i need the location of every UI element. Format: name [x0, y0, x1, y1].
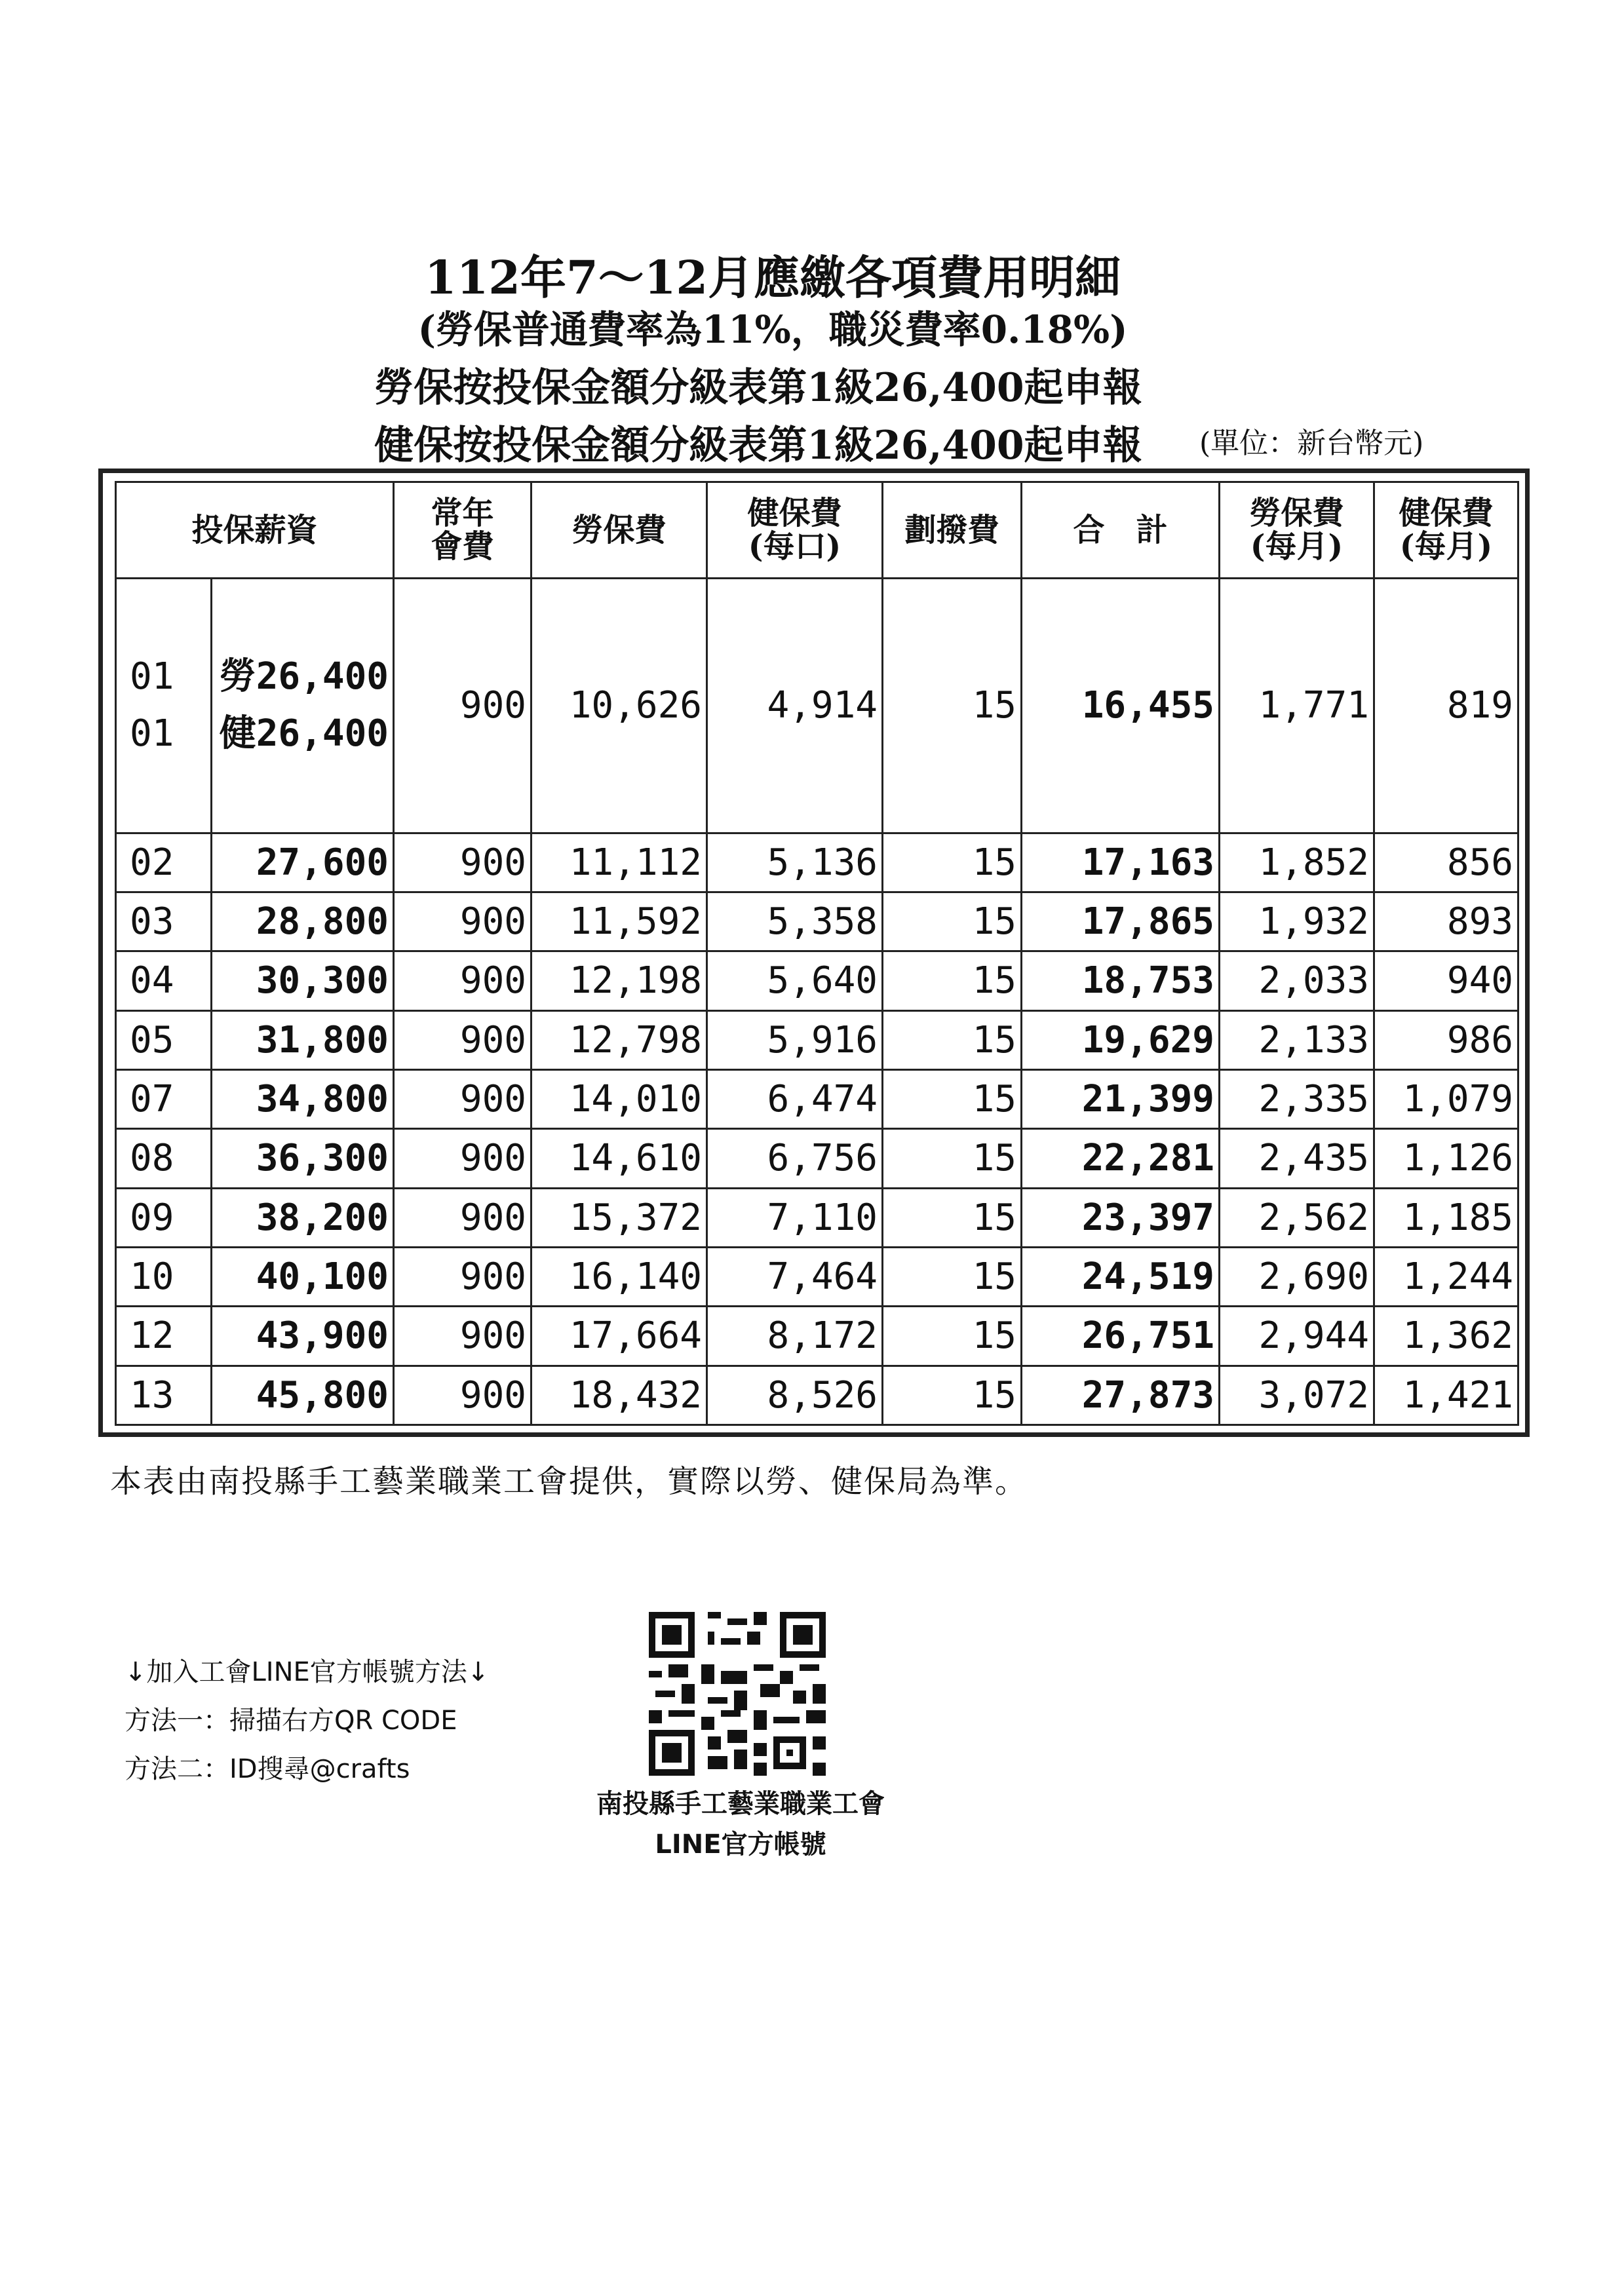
grade-cell: 04 — [116, 951, 212, 1010]
wage-cell: 30,300 — [212, 951, 394, 1010]
grade-cell: 07 — [116, 1069, 212, 1128]
total-cell: 21,399 — [1022, 1069, 1220, 1128]
health-fee-cell: 8,172 — [707, 1307, 883, 1366]
labor-fee-cell: 12,198 — [532, 951, 707, 1010]
table-row — [116, 951, 1518, 1010]
grade-cell: 13 — [116, 1366, 212, 1425]
grade-cell: 09 — [116, 1188, 212, 1247]
header-health-monthly-line2: (每月) — [1399, 527, 1493, 565]
health-monthly-cell: 986 — [1374, 1010, 1518, 1069]
header-health-monthly-line1: 健保費 — [1399, 495, 1494, 532]
table-row — [116, 892, 1518, 951]
header-transfer-fee: 劃撥費 — [883, 482, 1022, 579]
health-monthly-cell: 1,126 — [1374, 1129, 1518, 1188]
total-cell: 23,397 — [1022, 1188, 1220, 1247]
grade-cell: 08 — [116, 1129, 212, 1188]
health-monthly-cell: 856 — [1374, 833, 1518, 892]
wage-cell: 28,800 — [212, 892, 394, 951]
labor-fee-cell: 17,664 — [532, 1307, 707, 1366]
transfer-fee-cell: 15 — [883, 892, 1022, 951]
health-fee-cell: 6,756 — [707, 1129, 883, 1188]
health-fee-cell: 5,916 — [707, 1010, 883, 1069]
total-cell: 18,753 — [1022, 951, 1220, 1010]
currency-unit: (單位：新台幣元) — [1199, 427, 1424, 460]
table-row — [116, 1188, 1518, 1247]
wage-cell: 45,800 — [212, 1366, 394, 1425]
transfer-fee-cell: 15 — [883, 833, 1022, 892]
total-cell: 17,865 — [1022, 892, 1220, 951]
grade-cell — [116, 578, 212, 833]
annual-fee-cell: 900 — [394, 951, 532, 1010]
health-monthly-cell: 1,362 — [1374, 1307, 1518, 1366]
header-annual-fee — [394, 482, 532, 579]
wage-cell: 40,100 — [212, 1247, 394, 1306]
line-guide-method2: 方法二：ID搜尋@crafts — [125, 1754, 410, 1784]
header-health-monthly — [1374, 482, 1518, 579]
grade-cell: 03 — [116, 892, 212, 951]
transfer-fee-cell: 15 — [883, 1129, 1022, 1188]
labor-monthly-cell: 1,771 — [1220, 578, 1374, 833]
table-row — [116, 1307, 1518, 1366]
health-fee-cell: 7,464 — [707, 1247, 883, 1306]
transfer-fee-cell: 15 — [883, 1247, 1022, 1306]
line-guide-heading: ↓加入工會LINE官方帳號方法↓ — [125, 1657, 490, 1687]
total-cell: 17,163 — [1022, 833, 1220, 892]
grade-labor: 01 — [130, 655, 174, 698]
table-row — [116, 578, 1518, 833]
footnote: 本表由南投縣手工藝業職業工會提供，實際以勞、健保局為準。 — [110, 1463, 1028, 1500]
labor-fee-cell: 18,432 — [532, 1366, 707, 1425]
wage-cell: 36,300 — [212, 1129, 394, 1188]
union-credit — [570, 1784, 911, 1865]
page-title: 112年7～12月應繳各項費用明細 — [424, 250, 1121, 305]
wage-cell: 43,900 — [212, 1307, 394, 1366]
health-monthly-cell: 1,079 — [1374, 1069, 1518, 1128]
header-health-fee — [707, 482, 883, 579]
transfer-fee-cell: 15 — [883, 1307, 1022, 1366]
annual-fee-cell: 900 — [394, 1069, 532, 1128]
annual-fee-cell: 900 — [394, 1366, 532, 1425]
wage-cell: 27,600 — [212, 833, 394, 892]
union-line-account: LINE官方帳號 — [655, 1829, 826, 1860]
header-annual-fee-line1: 常年 — [431, 495, 494, 532]
total-cell: 22,281 — [1022, 1129, 1220, 1188]
labor-monthly-cell: 2,944 — [1220, 1307, 1374, 1366]
table-row — [116, 1366, 1518, 1425]
health-fee-cell: 6,474 — [707, 1069, 883, 1128]
grade-health: 01 — [130, 712, 174, 755]
line-join-instructions — [125, 1648, 489, 1793]
labor-fee-cell: 12,798 — [532, 1010, 707, 1069]
annual-fee-cell: 900 — [394, 1247, 532, 1306]
labor-monthly-cell: 1,932 — [1220, 892, 1374, 951]
header-health-fee-line1: 健保費 — [747, 495, 842, 532]
labor-monthly-cell: 2,335 — [1220, 1069, 1374, 1128]
labor-monthly-cell: 2,133 — [1220, 1010, 1374, 1069]
total-cell: 19,629 — [1022, 1010, 1220, 1069]
labor-monthly-cell: 2,690 — [1220, 1247, 1374, 1306]
header-labor-fee: 勞保費 — [532, 482, 707, 579]
grade-cell: 05 — [116, 1010, 212, 1069]
transfer-fee-cell: 15 — [883, 1069, 1022, 1128]
table-row — [116, 833, 1518, 892]
annual-fee-cell: 900 — [394, 892, 532, 951]
health-fee-cell: 4,914 — [707, 578, 883, 833]
labor-fee-cell: 15,372 — [532, 1188, 707, 1247]
labor-monthly-cell: 2,033 — [1220, 951, 1374, 1010]
health-monthly-cell: 1,185 — [1374, 1188, 1518, 1247]
annual-fee-cell: 900 — [394, 1188, 532, 1247]
header-labor-monthly — [1220, 482, 1374, 579]
total-cell: 16,455 — [1022, 578, 1220, 833]
labor-monthly-cell: 3,072 — [1220, 1366, 1374, 1425]
grade-cell: 12 — [116, 1307, 212, 1366]
health-fee-cell: 5,358 — [707, 892, 883, 951]
total-cell: 24,519 — [1022, 1247, 1220, 1306]
table-row — [116, 1010, 1518, 1069]
total-cell: 27,873 — [1022, 1366, 1220, 1425]
header-labor-monthly-line2: (每月) — [1250, 527, 1344, 565]
health-monthly-cell: 1,244 — [1374, 1247, 1518, 1306]
labor-fee-cell: 10,626 — [532, 578, 707, 833]
table-row — [116, 1129, 1518, 1188]
grade-cell: 10 — [116, 1247, 212, 1306]
labor-fee-cell: 14,010 — [532, 1069, 707, 1128]
header-total: 合 計 — [1022, 482, 1220, 579]
labor-fee-cell: 11,592 — [532, 892, 707, 951]
transfer-fee-cell: 15 — [883, 1366, 1022, 1425]
labor-insurance-note: 勞保按投保金額分級表第1級26,400起申報 — [374, 365, 1142, 411]
wage-cell: 34,800 — [212, 1069, 394, 1128]
header-labor-monthly-line1: 勞保費 — [1249, 495, 1344, 532]
wage-cell — [212, 578, 394, 833]
grade-cell: 02 — [116, 833, 212, 892]
health-fee-cell: 8,526 — [707, 1366, 883, 1425]
wage-health: 健26,400 — [219, 712, 389, 755]
health-monthly-cell: 940 — [1374, 951, 1518, 1010]
header-annual-fee-line2: 會費 — [431, 527, 494, 565]
annual-fee-cell: 900 — [394, 1307, 532, 1366]
health-monthly-cell: 819 — [1374, 578, 1518, 833]
table-row — [116, 1069, 1518, 1128]
transfer-fee-cell: 15 — [883, 1188, 1022, 1247]
table-body — [116, 833, 1518, 1425]
wage-cell: 31,800 — [212, 1010, 394, 1069]
labor-fee-cell: 14,610 — [532, 1129, 707, 1188]
fee-table — [115, 481, 1519, 1426]
annual-fee-cell: 900 — [394, 1010, 532, 1069]
line-guide-method1: 方法一：掃描右方QR CODE — [125, 1706, 457, 1736]
labor-monthly-cell: 2,562 — [1220, 1188, 1374, 1247]
fee-table-frame — [98, 469, 1530, 1437]
rate-subtitle: (勞保普通費率為11%，職災費率0.18%) — [417, 307, 1128, 352]
annual-fee-cell: 900 — [394, 833, 532, 892]
health-fee-cell: 5,640 — [707, 951, 883, 1010]
total-cell: 26,751 — [1022, 1307, 1220, 1366]
header-health-fee-line2: (每口) — [748, 527, 841, 565]
labor-monthly-cell: 2,435 — [1220, 1129, 1374, 1188]
qr-code-icon[interactable] — [649, 1612, 826, 1776]
transfer-fee-cell: 15 — [883, 951, 1022, 1010]
header-row — [116, 482, 1518, 579]
health-monthly-cell: 1,421 — [1374, 1366, 1518, 1425]
header-wage: 投保薪資 — [116, 482, 394, 579]
health-insurance-note: 健保按投保金額分級表第1級26,400起申報 — [374, 423, 1142, 469]
health-fee-cell: 5,136 — [707, 833, 883, 892]
annual-fee-cell: 900 — [394, 578, 532, 833]
annual-fee-cell: 900 — [394, 1129, 532, 1188]
labor-monthly-cell: 1,852 — [1220, 833, 1374, 892]
wage-cell: 38,200 — [212, 1188, 394, 1247]
labor-fee-cell: 16,140 — [532, 1247, 707, 1306]
health-fee-cell: 7,110 — [707, 1188, 883, 1247]
health-monthly-cell: 893 — [1374, 892, 1518, 951]
union-name: 南投縣手工藝業職業工會 — [596, 1789, 885, 1819]
labor-fee-cell: 11,112 — [532, 833, 707, 892]
transfer-fee-cell: 15 — [883, 578, 1022, 833]
table-row — [116, 1247, 1518, 1306]
transfer-fee-cell: 15 — [883, 1010, 1022, 1069]
wage-labor: 勞26,400 — [219, 655, 389, 698]
